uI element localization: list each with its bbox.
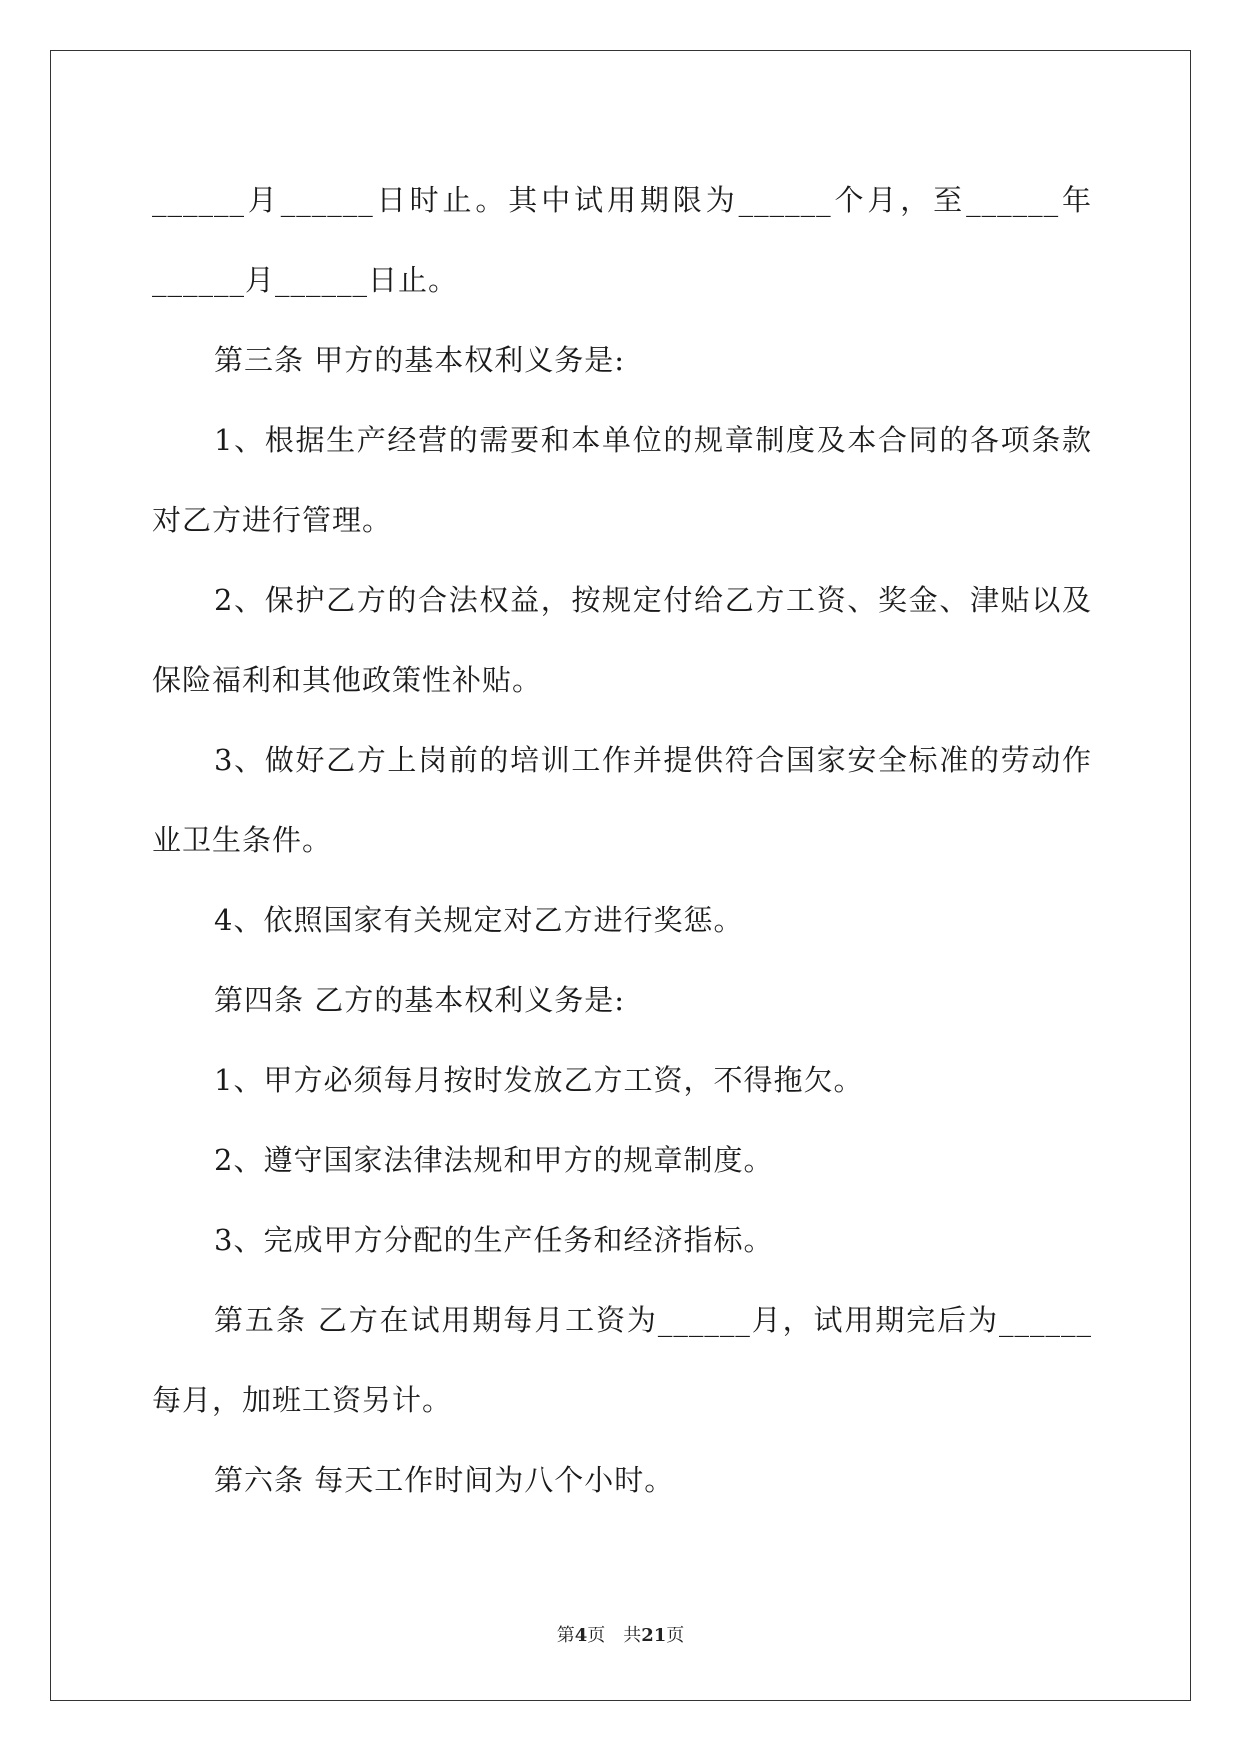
article-heading: 第五条 乙方在试用期每月工资为______月，试用期完后为______ (214, 1303, 1092, 1337)
paragraph-line: ______月______日止。 (152, 263, 459, 297)
total-prefix: 共 (623, 1625, 642, 1646)
paragraph-line: 3、做好乙方上岗前的培训工作并提供符合国家安全标准的劳动作 (214, 743, 1092, 777)
paragraph-line: ______月______日时止。其中试用期限为______个月，至______年 (152, 183, 1092, 217)
total-suffix: 页 (666, 1625, 685, 1646)
paragraph-line: 3、完成甲方分配的生产任务和经济指标。 (214, 1223, 774, 1257)
paragraph-line: 保险福利和其他政策性补贴。 (152, 663, 543, 697)
paragraph-line: 2、遵守国家法律法规和甲方的规章制度。 (214, 1143, 774, 1177)
document-body (152, 160, 1092, 1520)
page-prefix: 第 (556, 1625, 575, 1646)
article-heading: 第四条 乙方的基本权利义务是: (214, 983, 625, 1017)
paragraph-line: 2、保护乙方的合法权益，按规定付给乙方工资、奖金、津贴以及 (214, 583, 1092, 617)
paragraph-line: 业卫生条件。 (152, 823, 333, 857)
page-footer (0, 1621, 1241, 1647)
article-heading: 第三条 甲方的基本权利义务是: (214, 343, 625, 377)
total-pages: 21 (641, 1625, 667, 1646)
page-number: 4 (574, 1625, 588, 1646)
article-heading: 第六条 每天工作时间为八个小时。 (214, 1463, 675, 1497)
paragraph-line: 每月，加班工资另计。 (152, 1383, 453, 1417)
paragraph-line: 对乙方进行管理。 (152, 503, 393, 537)
paragraph-line: 4、依照国家有关规定对乙方进行奖惩。 (214, 903, 744, 937)
paragraph-line: 1、甲方必须每月按时发放乙方工资，不得拖欠。 (214, 1063, 864, 1097)
page-suffix: 页 (587, 1625, 606, 1646)
paragraph-line: 1、根据生产经营的需要和本单位的规章制度及本合同的各项条款 (214, 423, 1092, 457)
